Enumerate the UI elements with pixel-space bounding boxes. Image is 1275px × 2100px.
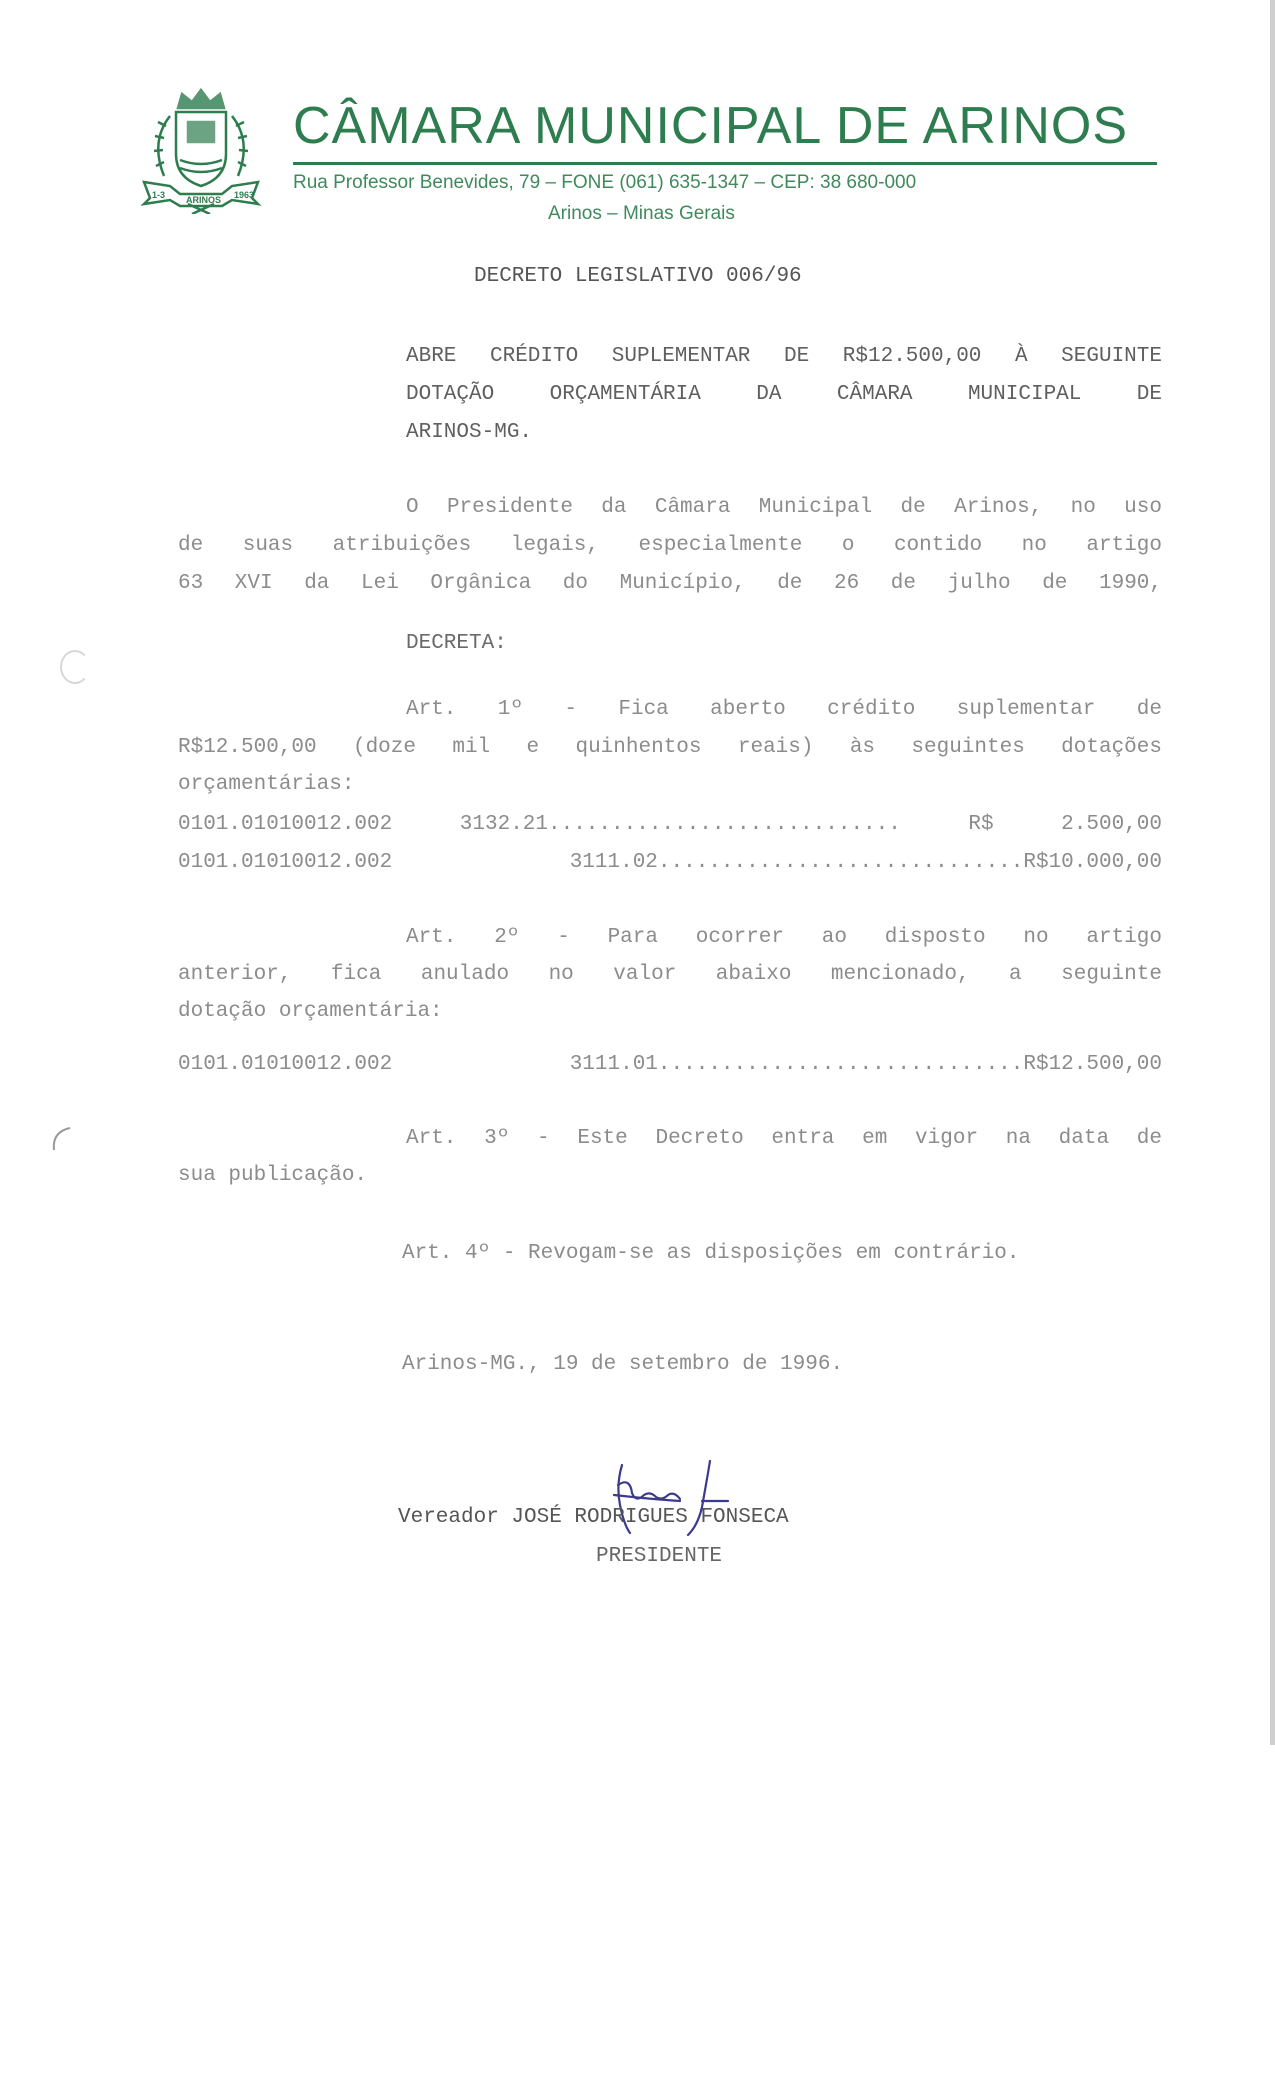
- date-line: Arinos-MG., 19 de setembro de 1996.: [402, 1353, 844, 1376]
- seal-text-right: 1963: [234, 190, 255, 200]
- art1-line-3: orçamentárias:: [178, 773, 355, 796]
- letterhead-address: Rua Professor Benevides, 79 – FONE (061) 635-1347 – CEP: 38 680-000: [293, 172, 917, 193]
- letterhead-rule: [293, 162, 1157, 165]
- art1-line-1: Art. 1º - Fica aberto crédito suplementar de: [406, 698, 1162, 721]
- scan-mark-hook: [48, 1122, 78, 1152]
- preamble-line-2: de suas atribuições legais, especialmente o contido no artigo: [178, 534, 1162, 557]
- art2-line-2: anterior, fica anulado no valor abaixo mencionado, a seguinte: [178, 963, 1162, 986]
- coat-of-arms-icon: [140, 86, 262, 214]
- ementa-line-2: DOTAÇÃO ORÇAMENTÁRIA DA CÂMARA MUNICIPAL DE: [406, 383, 1162, 406]
- letterhead-title: CÂMARA MUNICIPAL DE ARINOS: [293, 97, 1129, 155]
- art4-line: Art. 4º - Revogam-se as disposições em contrário.: [402, 1242, 1020, 1265]
- seal-text-banner: ARINOS: [186, 195, 222, 205]
- letterhead-city: Arinos – Minas Gerais: [548, 203, 735, 224]
- preamble-line-1: O Presidente da Câmara Municipal de Arinos, no uso: [406, 496, 1162, 519]
- signatory-name: Vereador JOSÉ RODRIGUES FONSECA: [398, 1506, 789, 1529]
- art1-line-2: R$12.500,00 (doze mil e quinhentos reais) às seguintes dotações: [178, 736, 1162, 759]
- document-title: DECRETO LEGISLATIVO 006/96: [474, 265, 802, 288]
- art2-line-1: Art. 2º - Para ocorrer ao disposto no artigo: [406, 926, 1162, 949]
- preamble-line-3: 63 XVI da Lei Orgânica do Município, de 26 de julho de 1990,: [178, 572, 1162, 595]
- art3-line-2: sua publicação.: [178, 1164, 368, 1187]
- art3-line-1: Art. 3º - Este Decreto entra em vigor na data de: [406, 1127, 1162, 1150]
- art2-item-1: 0101.01010012.002 3111.01.............................R$12.500,00: [178, 1053, 1162, 1076]
- art1-item-2: 0101.01010012.002 3111.02.............................R$10.000,00: [178, 851, 1162, 874]
- ementa-line-1: ABRE CRÉDITO SUPLEMENTAR DE R$12.500,00 À SEGUINTE: [406, 345, 1162, 368]
- art2-line-3: dotação orçamentária:: [178, 1000, 443, 1023]
- decreta-heading: DECRETA:: [406, 632, 507, 655]
- signatory-role: PRESIDENTE: [596, 1545, 723, 1568]
- art1-item-1: 0101.01010012.002 3132.21............................ R$ 2.500,00: [178, 813, 1162, 836]
- seal-text-left: 1-3: [152, 190, 166, 200]
- scan-edge: [1270, 0, 1275, 1745]
- scan-mark: [60, 650, 90, 684]
- ementa-line-3: ARINOS-MG.: [406, 421, 533, 444]
